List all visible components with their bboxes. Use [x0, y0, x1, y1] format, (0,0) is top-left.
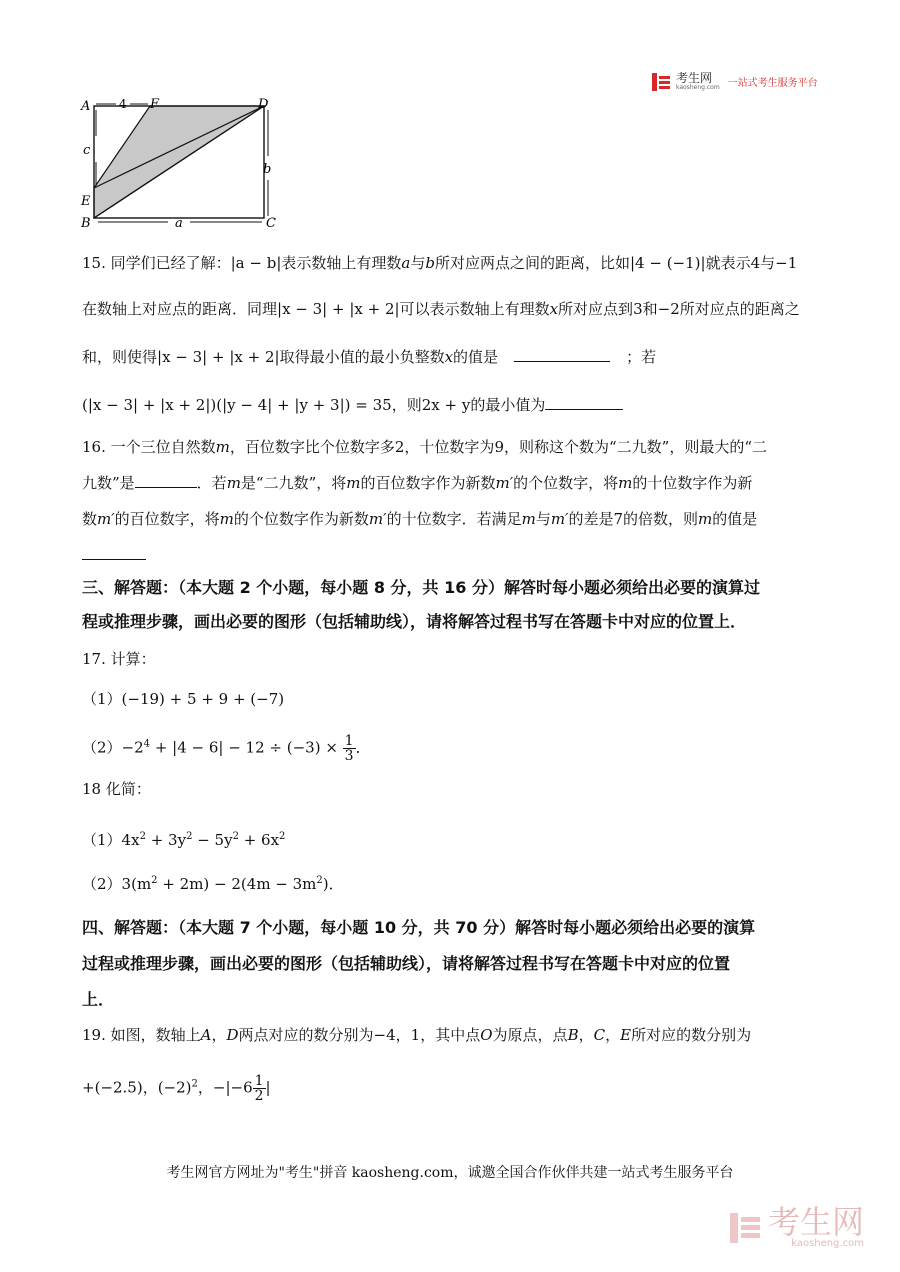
section3-line-2: 程或推理步骤，画出必要的图形（包括辅助线），请将解答过程书写在答题卡中对应的位置上． [82, 612, 747, 631]
label-E: E [81, 194, 91, 209]
q18-title: 18 化简： [82, 780, 151, 798]
answer-blank[interactable] [135, 487, 197, 488]
watermark [730, 1203, 864, 1249]
q15-line-2: 在数轴上对应点的距离．同理|x − 3| + |x + 2|可以表示数轴上有理数x所对应点到3和−2所对应点的距离之 [82, 300, 800, 318]
label-c: c [83, 143, 91, 158]
rectangle-figure [78, 96, 288, 236]
label-b: b [263, 162, 272, 177]
q15-line-1: 15. 同学们已经了解：|a − b|表示数轴上有理数a与b所对应两点之间的距离，比如|4 − (−1)|就表示4与−1 [82, 254, 798, 272]
logo-slogan: 一站式考生服务平台 [727, 78, 818, 89]
q17-part1: （1）(−19) + 5 + 9 + (−7) [82, 690, 285, 708]
label-a: a [175, 216, 183, 231]
site-logo [652, 72, 818, 91]
q16-line-2: 九数”是 ．若m是“二九数”，将m的百位数字作为新数m′的个位数字，将m的十位数字作为新 [82, 474, 753, 492]
q17-part2: $(2)-2^4 + |4 - 6| - 12 \div (-3)$ × $\frac{1}{3}$ ． [82, 733, 371, 764]
label-D: D [258, 97, 269, 112]
section4-line-1: 四、解答题：（本大题 7 个小题，每小题 10 分，共 70 分）解答时每小题必须给出必要的演算 [82, 918, 756, 937]
q16-line-3: 数m′的百位数字，将m的个位数字作为新数m′的十位数字．若满足m与m′的差是7的倍数，则m的值是 [82, 510, 758, 528]
q15-line-3: 和，则使得|x − 3| + |x + 2|取得最小值的最小负整数x的值是 ；若 [82, 348, 657, 366]
logo-sub: kaosheng.com [676, 84, 720, 91]
logo-text: 考生网 [676, 71, 713, 85]
label-B: B [81, 216, 91, 231]
q19-line-1: 19. 如图，数轴上A，D两点对应的数分别为−4，1，其中点O为原点，点B，C，E所对应的数分别为 [82, 1026, 752, 1044]
q18-part2: $(2)3(m^2 + 2m) - 2(4m - 3m^2)$． [82, 875, 344, 893]
q19-line-2: +(−2.5)，$(-2)^2$，−|−6 $\frac{1}{2}$ | [82, 1073, 271, 1104]
label-A: A [81, 99, 91, 114]
watermark-logo-icon [730, 1213, 760, 1243]
watermark-text: 考生网 [767, 1203, 864, 1241]
watermark-sub: kaosheng.com [791, 1238, 864, 1249]
page-footer: 考生网官方网址为"考生"拼音 kaosheng.com，诚邀全国合作伙伴共建一站式考生服务平台 [166, 1165, 734, 1181]
label-4: 4 [119, 97, 127, 111]
answer-blank[interactable] [82, 545, 146, 560]
q16-line-1: 16. 一个三位自然数m，百位数字比个位数字多2，十位数字为9，则称这个数为“二九数”，则最大的“二 [82, 438, 767, 456]
section4-line-2: 过程或推理步骤，画出必要的图形（包括辅助线），请将解答过程书写在答题卡中对应的位置 [82, 954, 731, 973]
q17-title: 17. 计算： [82, 650, 156, 668]
answer-blank[interactable] [514, 361, 610, 362]
label-C: C [266, 216, 276, 231]
answer-blank[interactable] [545, 409, 623, 410]
q18-part1: $(1)4x^2 + 3y^2 - 5y^2 + 6x^2$ [82, 831, 286, 849]
section4-line-3: 上． [82, 990, 115, 1009]
label-F: F [150, 97, 160, 112]
logo-mark-icon [652, 73, 670, 91]
q15-line-4: (|x − 3| + |x + 2|)(|y − 4| + |y + 3|) = 35，则2x + y的最小值为 [82, 398, 623, 413]
section3-line-1: 三、解答题：（本大题 2 个小题，每小题 8 分，共 16 分）解答时每小题必须给出必要的演算过 [82, 578, 760, 597]
